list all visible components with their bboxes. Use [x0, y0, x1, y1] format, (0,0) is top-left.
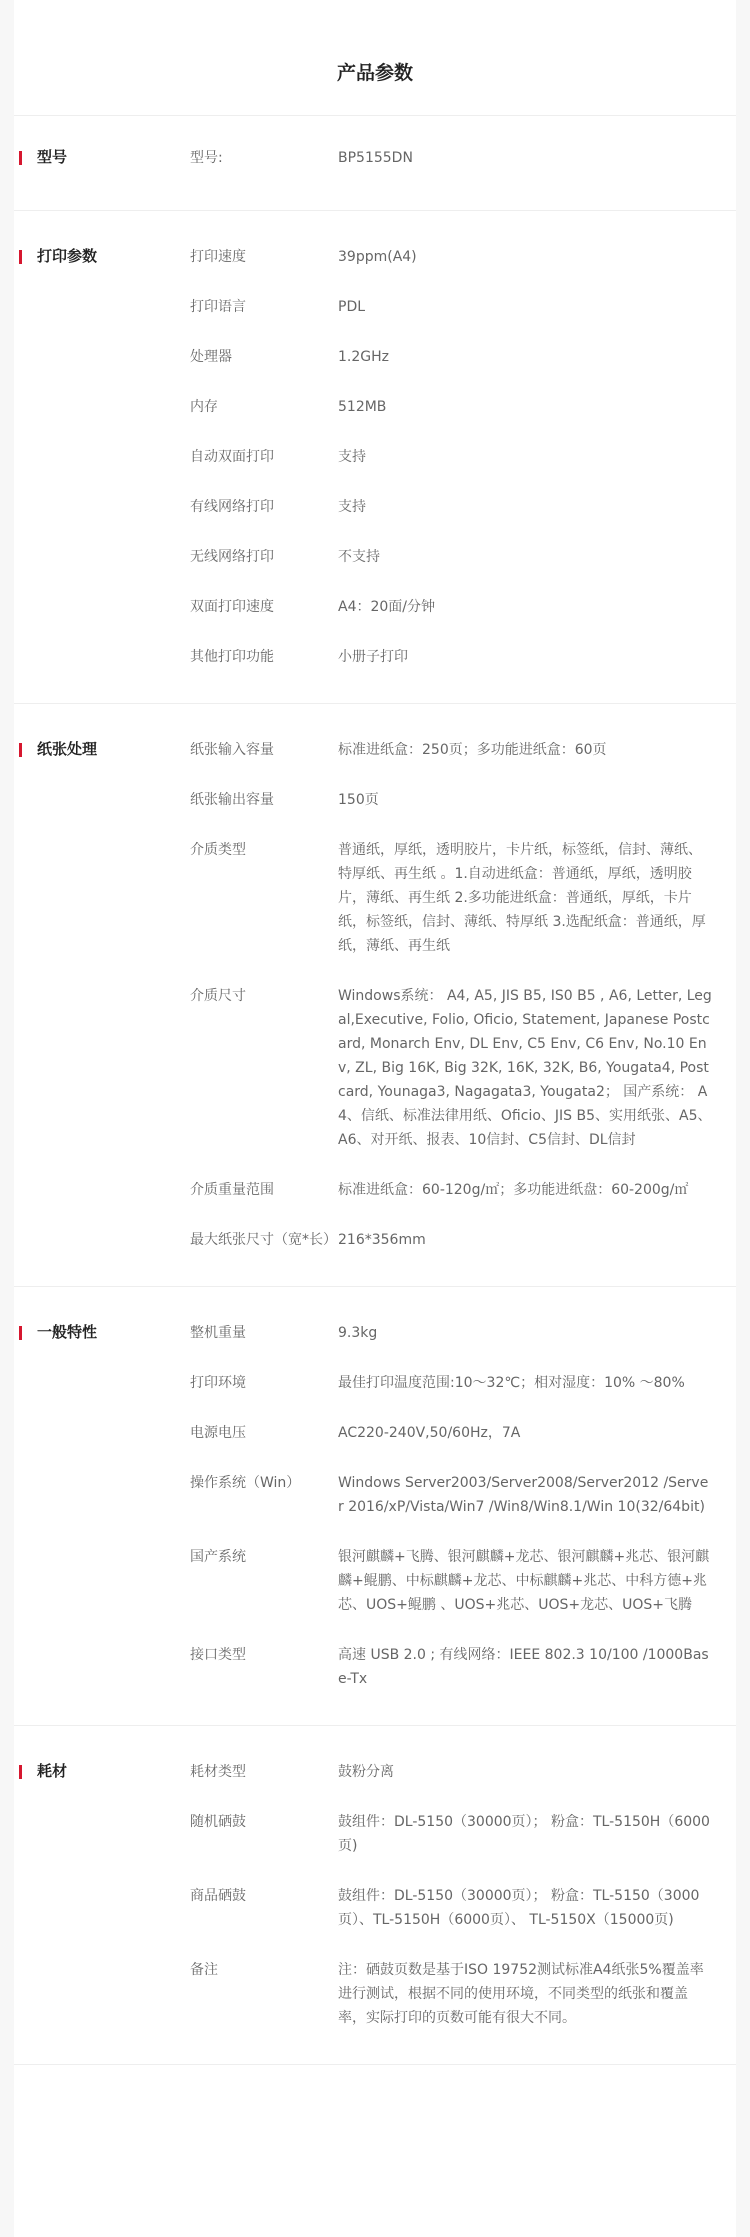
spec-value: 银河麒麟+飞腾、银河麒麟+龙芯、银河麒麟+兆芯、银河麒麟+鲲鹏、中标麒麟+龙芯、中标麒麟+兆芯、中科方德+兆芯、UOS+鲲鹏 、UOS+兆芯、UOS+龙芯、UOS+飞腾 — [338, 1549, 710, 1613]
spec-label: 随机硒鼓 — [190, 1814, 246, 1830]
spec-row — [190, 1471, 736, 1519]
spec-value: 216*356mm — [338, 1232, 426, 1248]
section-title-text: 耗材 — [37, 1762, 68, 1780]
spec-label: 有线网络打印 — [190, 499, 274, 515]
spec-row — [190, 738, 736, 762]
spec-label: 纸张输出容量 — [190, 792, 274, 808]
spec-label: 其他打印功能 — [190, 649, 274, 665]
spec-label: 接口类型 — [190, 1647, 246, 1663]
spec-row — [190, 146, 736, 170]
spec-label: 备注 — [190, 1962, 218, 1978]
section-print-params — [14, 211, 736, 704]
section-paper-handling — [14, 704, 736, 1287]
spec-value: 高速 USB 2.0 ; 有线网络：IEEE 802.3 10/100 /1000Base-Tx — [338, 1647, 709, 1687]
spec-value: 9.3kg — [338, 1325, 378, 1341]
section-consumables — [14, 1726, 736, 2065]
spec-label: 商品硒鼓 — [190, 1888, 246, 1904]
accent-bar-icon — [19, 743, 22, 757]
accent-bar-icon — [19, 1765, 22, 1779]
section-title — [14, 146, 190, 168]
section-title-text: 型号 — [37, 148, 68, 166]
spec-label: 介质尺寸 — [190, 988, 246, 1004]
spec-value: 支持 — [338, 499, 366, 515]
spec-row — [190, 395, 736, 419]
spec-row — [190, 1810, 736, 1858]
spec-row — [190, 1958, 736, 2030]
spec-label: 双面打印速度 — [190, 599, 274, 615]
spec-label: 内存 — [190, 399, 218, 415]
spec-label: 电源电压 — [190, 1425, 246, 1441]
spec-row — [190, 1228, 736, 1252]
spec-row — [190, 1545, 736, 1617]
page-title: 产品参数 — [14, 0, 736, 116]
section-title-text: 纸张处理 — [37, 740, 98, 758]
spec-row — [190, 445, 736, 469]
spec-row — [190, 1884, 736, 1932]
spec-label: 国产系统 — [190, 1549, 246, 1565]
spec-row — [190, 245, 736, 269]
section-general — [14, 1287, 736, 1726]
spec-label: 纸张输入容量 — [190, 742, 274, 758]
spec-value: 512MB — [338, 399, 387, 415]
spec-label: 打印速度 — [190, 249, 246, 265]
spec-label: 处理器 — [190, 349, 232, 365]
section-title — [14, 1321, 190, 1343]
spec-value: 注：硒鼓页数是基于ISO 19752测试标准A4纸张5%覆盖率进行测试，根据不同的使用环境，不同类型的纸张和覆盖率，实际打印的页数可能有很大不同。 — [338, 1962, 704, 2026]
spec-value: 1.2GHz — [338, 349, 389, 365]
spec-row — [190, 645, 736, 669]
spec-label: 打印语言 — [190, 299, 246, 315]
spec-label: 介质类型 — [190, 842, 246, 858]
spec-value: 39ppm(A4) — [338, 249, 417, 265]
spec-row — [190, 1321, 736, 1345]
section-title — [14, 738, 190, 760]
spec-label: 整机重量 — [190, 1325, 246, 1341]
spec-label: 型号: — [190, 150, 223, 166]
spec-row — [190, 1643, 736, 1691]
spec-row — [190, 295, 736, 319]
spec-label: 耗材类型 — [190, 1764, 246, 1780]
spec-row — [190, 1760, 736, 1784]
section-title — [14, 245, 190, 267]
accent-bar-icon — [19, 250, 22, 264]
spec-row — [190, 495, 736, 519]
spec-value: 标准进纸盒：250页；多功能进纸盒：60页 — [338, 742, 607, 758]
spec-row — [190, 345, 736, 369]
spec-value: 鼓组件：DL-5150（30000页）； 粉盒：TL-5150（3000页）、TL-5150H（6000页）、 TL-5150X（15000页) — [338, 1888, 700, 1928]
spec-value: 鼓粉分离 — [338, 1764, 394, 1780]
spec-value: PDL — [338, 299, 366, 315]
spec-label: 自动双面打印 — [190, 449, 274, 465]
spec-value: 鼓组件：DL-5150（30000页）； 粉盒：TL-5150H（6000页) — [338, 1814, 710, 1854]
spec-value: 150页 — [338, 792, 379, 808]
section-title-text: 打印参数 — [37, 247, 98, 265]
spec-row — [190, 545, 736, 569]
spec-value: 最佳打印温度范围:10～32℃；相对湿度：10% ～80% — [338, 1375, 685, 1391]
spec-value: 不支持 — [338, 549, 380, 565]
section-title — [14, 1760, 190, 1782]
accent-bar-icon — [19, 1326, 22, 1340]
spec-row — [190, 595, 736, 619]
spec-card — [14, 0, 736, 2237]
spec-label: 最大纸张尺寸（宽*长） — [190, 1232, 337, 1248]
spec-label: 打印环境 — [190, 1375, 246, 1391]
spec-row — [190, 1178, 736, 1202]
spec-value: 标准进纸盒：60-120g/㎡；多功能进纸盘：60-200g/㎡ — [338, 1182, 689, 1198]
section-title-text: 一般特性 — [37, 1323, 98, 1341]
accent-bar-icon — [19, 151, 22, 165]
spec-label: 介质重量范围 — [190, 1182, 274, 1198]
spec-row — [190, 1421, 736, 1445]
spec-value: A4：20面/分钟 — [338, 599, 436, 615]
spec-value: 支持 — [338, 449, 366, 465]
spec-label: 无线网络打印 — [190, 549, 274, 565]
spec-value: 普通纸，厚纸，透明胶片，卡片纸，标签纸，信封、薄纸、特厚纸、再生纸 。1.自动进纸盒：普通纸，厚纸，透明胶片，薄纸、再生纸 2.多功能进纸盒：普通纸，厚纸，卡片纸，标签纸，信封、薄纸、特厚纸 3.选配纸盒：普通纸，厚纸，薄纸、再生纸 — [338, 842, 706, 954]
spec-value: AC220-240V,50/60Hz，7A — [338, 1425, 521, 1441]
spec-value: Windows系统： A4, A5, JIS B5, IS0 B5 , A6, Letter, Legal,Executive, Folio, Oficio, Statement, Japanese Postcard, Monarch Env, DL Env, C5 Env, C6 Env, No.10 Env, ZL, Big 16K, Big 32K, 16K, 32K, B6, Yougata4, Postcard, Younaga3, Nagagata3, Yougata2； 国产系统： A4、信纸、标准法律用纸、Oficio、JIS B5、实用纸张、A5、A6、对开纸、报表、10信封、C5信封、DL信封 — [338, 988, 712, 1148]
section-model — [14, 116, 736, 211]
spec-row — [190, 838, 736, 958]
spec-row — [190, 788, 736, 812]
spec-value: 小册子打印 — [338, 649, 408, 665]
spec-value: BP5155DN — [338, 150, 413, 166]
spec-label: 操作系统（Win） — [190, 1475, 301, 1491]
spec-row — [190, 984, 736, 1152]
spec-row — [190, 1371, 736, 1395]
spec-value: Windows Server2003/Server2008/Server2012 /Server 2016/xP/Vista/Win7 /Win8/Win8.1/Win 10(32/64bit) — [338, 1475, 709, 1515]
